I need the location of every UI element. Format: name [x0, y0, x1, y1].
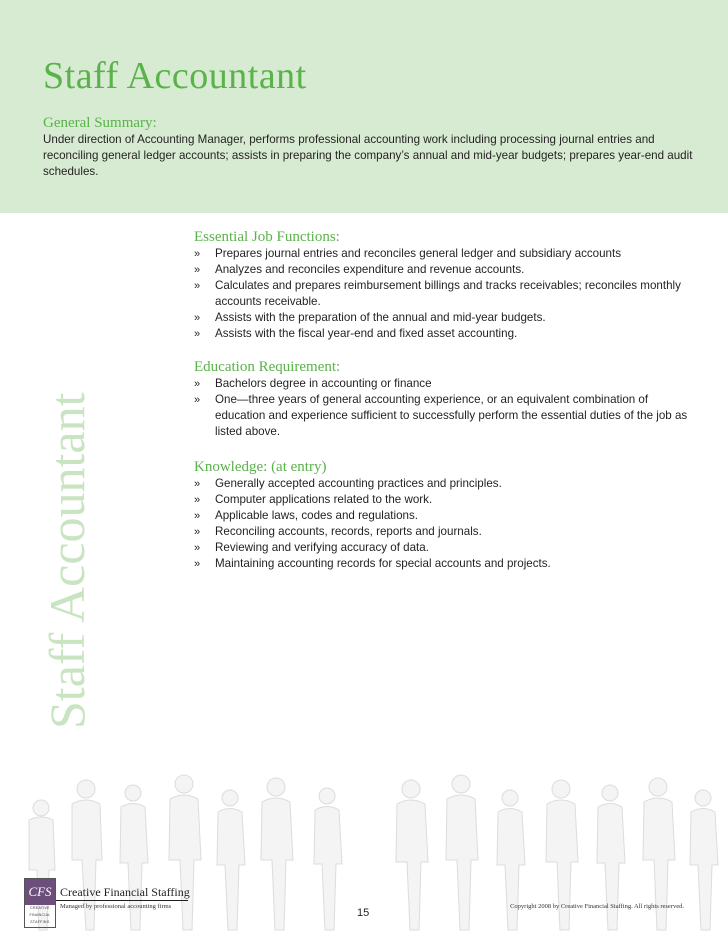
list-item: [194, 540, 694, 556]
list-item: [194, 262, 694, 278]
list-item-text: Prepares journal entries and reconciles general ledger and subsidiary accounts: [215, 247, 622, 260]
list-item: [194, 246, 694, 262]
bullet-icon: »: [194, 494, 201, 506]
bullet-icon: »: [194, 328, 201, 340]
section-heading: Knowledge: (at entry): [194, 459, 327, 475]
bullet-icon: »: [194, 510, 201, 522]
list-item-text: Calculates and prepares reimbursement billings and tracks receivables; reconciles monthly accounts receivable.: [215, 279, 681, 308]
logo-line: STAFFING: [30, 920, 50, 924]
bullet-list: [194, 376, 694, 440]
page-title: Staff Accountant: [43, 55, 307, 97]
list-item-text: Bachelors degree in accounting or finance: [215, 377, 432, 390]
bullet-icon: »: [194, 558, 201, 570]
section-essential-functions: [194, 228, 694, 342]
list-item: [194, 524, 694, 540]
list-item-text: Reviewing and verifying accuracy of data.: [215, 541, 429, 554]
list-item: [194, 376, 694, 392]
company-name: Creative Financial Staffing: [60, 885, 190, 899]
bullet-icon: »: [194, 248, 201, 260]
list-item-text: Generally accepted accounting practices and principles.: [215, 477, 502, 490]
list-item-text: Analyzes and reconciles expenditure and revenue accounts.: [215, 263, 525, 276]
section-education: [194, 358, 694, 440]
bullet-icon: »: [194, 526, 201, 538]
list-item: [194, 278, 694, 310]
list-item-text: Computer applications related to the work.: [215, 493, 433, 506]
list-item-text: Assists with the preparation of the annual and mid-year budgets.: [215, 311, 546, 324]
list-item: [194, 326, 694, 342]
bullet-list: [194, 246, 694, 342]
logo-line: CREATIVE: [30, 906, 50, 910]
company-tagline: Managed by professional accounting firms: [60, 903, 172, 910]
bullet-icon: »: [194, 378, 201, 390]
list-item: [194, 476, 694, 492]
header-band: [0, 0, 728, 213]
summary-heading: General Summary:: [43, 115, 157, 131]
list-item: [194, 508, 694, 524]
bullet-icon: »: [194, 280, 201, 292]
section-heading: Essential Job Functions:: [194, 229, 340, 245]
list-item: [194, 392, 694, 440]
list-item-text: Maintaining accounting records for special accounts and projects.: [215, 557, 551, 570]
list-item-text: Applicable laws, codes and regulations.: [215, 509, 419, 522]
bullet-icon: »: [194, 312, 201, 324]
summary-text: Under direction of Accounting Manager, performs professional accounting work including processing journal entries and reconciling general ledger accounts; assists in preparing the company’s annual and mid-year budgets; prepares year-end audit schedules.: [43, 133, 693, 178]
bullet-icon: »: [194, 394, 201, 406]
bullet-icon: »: [194, 542, 201, 554]
bullet-icon: »: [194, 264, 201, 276]
list-item: [194, 556, 694, 572]
list-item: [194, 310, 694, 326]
list-item-text: Assists with the fiscal year-end and fixed asset accounting.: [215, 327, 518, 340]
list-item: [194, 492, 694, 508]
side-title: Staff Accountant: [39, 392, 95, 729]
company-rule-divider: [56, 900, 188, 901]
page-number: 15: [357, 907, 370, 919]
section-knowledge: [194, 458, 694, 572]
logo-line: FINANCIAL: [29, 913, 51, 917]
list-item-text: Reconciling accounts, records, reports and journals.: [215, 525, 482, 538]
logo-monogram: CFS: [25, 879, 55, 905]
bullet-icon: »: [194, 478, 201, 490]
company-logo: [24, 878, 56, 928]
bullet-list: [194, 476, 694, 572]
list-item-text: One—three years of general accounting experience, or an equivalent combination of education and experience sufficient to successfully perform the essential duties of the job as listed above.: [215, 393, 688, 438]
logo-wordmark: [25, 905, 55, 926]
copyright-notice: Copyright 2008 by Creative Financial Staffing. All rights reserved.: [510, 903, 684, 910]
section-heading: Education Requirement:: [194, 359, 341, 375]
